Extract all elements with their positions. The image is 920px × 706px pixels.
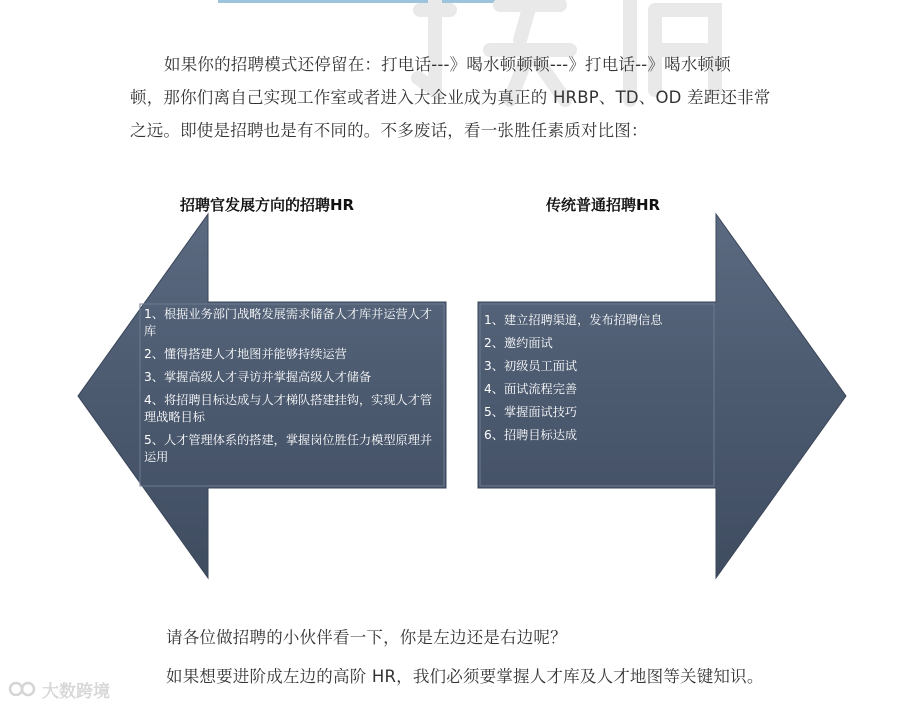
list-item: 4、面试流程完善	[484, 382, 578, 396]
left-heading: 招聘官发展方向的招聘HR	[180, 196, 355, 214]
list-item: 1、建立招聘渠道，发布招聘信息	[484, 313, 663, 327]
closing-line-1: 请各位做招聘的小伙伴看一下，你是左边还是右边呢？	[166, 628, 567, 647]
brand-logo	[8, 677, 110, 701]
list-item: 5、人才管理体系的搭建，掌握岗位胜任力模型原理并运用	[144, 433, 433, 464]
right-list-box	[484, 312, 724, 482]
intro-line-2: 顿，那你们离自己实现工作室或者进入大企业成为真正的 HRBP、TD、OD 差距还非常	[130, 88, 771, 107]
list-item: 2、邀约面试	[484, 336, 553, 350]
right-list	[484, 312, 724, 444]
list-item: 5、掌握面试技巧	[484, 405, 578, 419]
list-item: 1、根据业务部门战略发展需求储备人才库并运营人才库	[144, 307, 433, 338]
list-item: 3、掌握高级人才寻访并掌握高级人才储备	[144, 370, 372, 384]
logo-mark-icon	[8, 679, 38, 699]
intro-line-1: 如果你的招聘模式还停留在：打电话---》喝水顿顿顿---》打电话--》喝水顿顿	[164, 55, 731, 74]
left-list	[144, 306, 440, 466]
closing-line-2: 如果想要进阶成左边的高阶 HR，我们必须要掌握人才库及人才地图等关键知识。	[166, 667, 764, 686]
left-list-box	[144, 306, 440, 482]
list-item: 2、懂得搭建人才地图并能够持续运营	[144, 347, 347, 361]
list-item: 4、将招聘目标达成与人才梯队搭建挂钩，实现人才管理战略目标	[144, 393, 433, 424]
intro-line-3: 之远。即使是招聘也是有不同的。不多废话，看一张胜任素质对比图：	[130, 121, 648, 140]
right-heading: 传统普通招聘HR	[546, 196, 661, 214]
closing-paragraph	[166, 621, 826, 699]
logo-text: 大数跨境	[42, 681, 110, 702]
list-item: 6、招聘目标达成	[484, 428, 578, 442]
list-item: 3、初级员工面试	[484, 359, 578, 373]
